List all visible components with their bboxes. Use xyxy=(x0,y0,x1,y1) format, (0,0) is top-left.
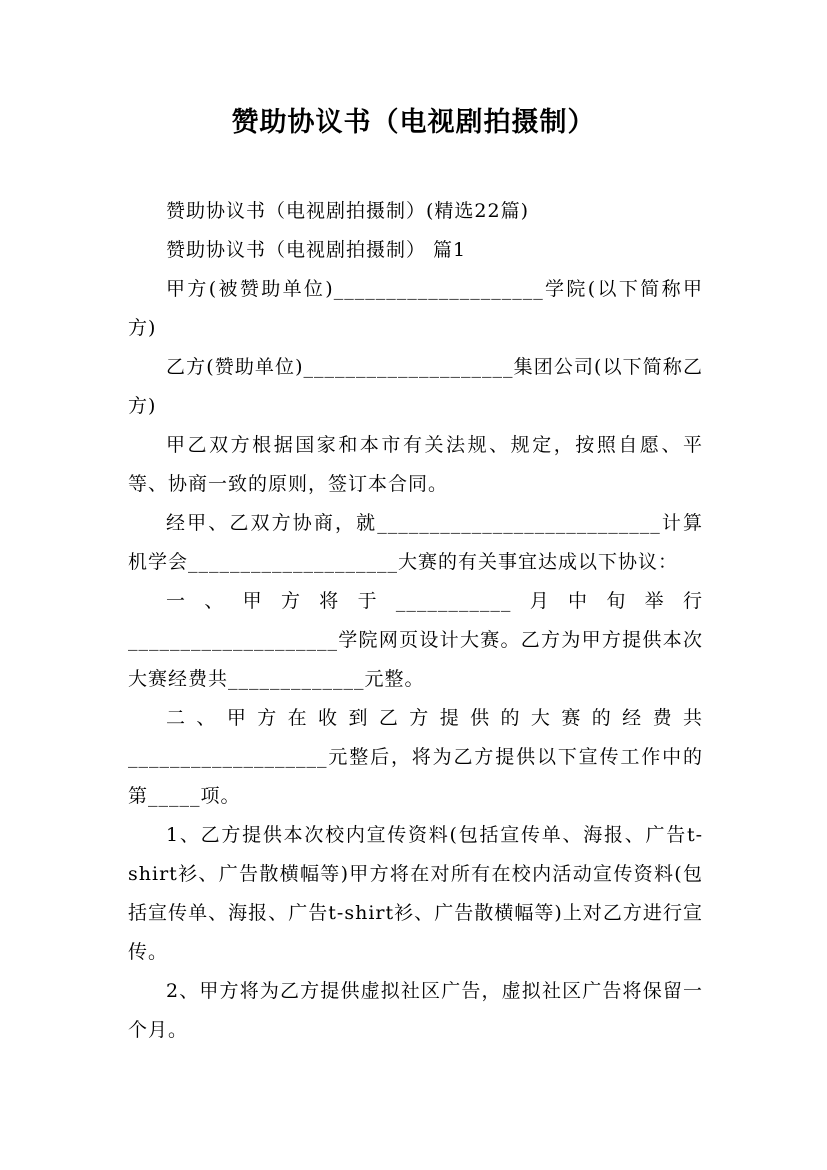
paragraph-9: 1、乙方提供本次校内宣传资料(包括宣传单、海报、广告t-shirt衫、广告散横幅等)甲方将在对所有在校内活动宣传资料(包括宣传单、海报、广告t-shirt衫、广告散横幅等)上对乙方进行宣传。 xyxy=(128,824,703,963)
paragraph-6: 经甲、乙双方协商，就___________________________计算机学会____________________大赛的有关事宜达成以下协议： xyxy=(128,512,703,573)
paragraph-3: 甲方(被赞助单位)____________________学院(以下简称甲方) xyxy=(128,278,703,339)
paragraph-10: 2、甲方将为乙方提供虚拟社区广告，虚拟社区广告将保留一个月。 xyxy=(128,980,703,1041)
paragraph-5: 甲乙双方根据国家和本市有关法规、规定，按照自愿、平等、协商一致的原则，签订本合同。 xyxy=(128,434,703,495)
document-title: 赞助协议书（电视剧拍摄制） xyxy=(231,107,596,138)
paragraph-2: 赞助协议书（电视剧拍摄制） 篇1 xyxy=(166,239,467,261)
document-body xyxy=(128,192,703,1050)
paragraph-4: 乙方(赞助单位)____________________集团公司(以下简称乙方) xyxy=(128,356,703,417)
paragraph-8: 二、甲方在收到乙方提供的大赛的经费共___________________元整后，将为乙方提供以下宣传工作中的第_____项。 xyxy=(128,707,703,807)
paragraph-7: 一、甲方将于___________月中旬举行____________________学院网页设计大赛。乙方为甲方提供本次大赛经费共_____________元整。 xyxy=(128,590,703,690)
paragraph-1: 赞助协议书（电视剧拍摄制）(精选22篇) xyxy=(166,200,530,222)
